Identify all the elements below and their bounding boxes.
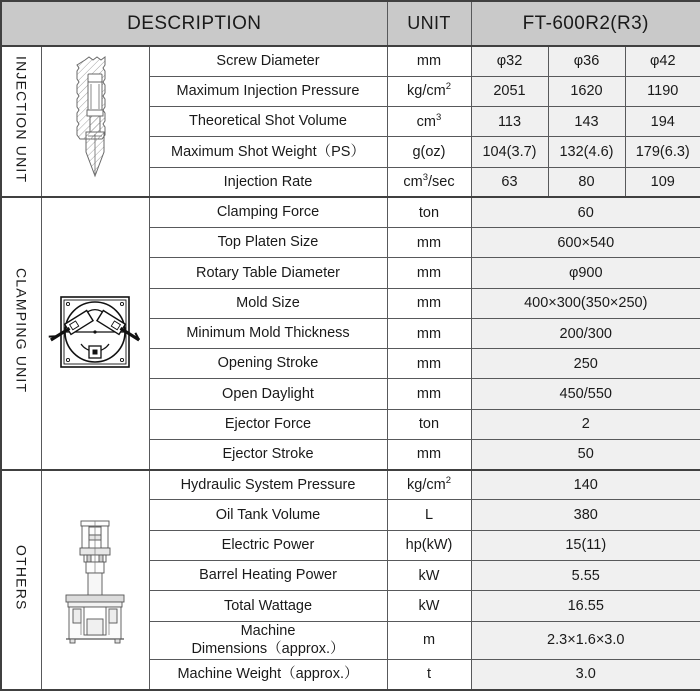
spec-unit	[387, 197, 471, 227]
spec-unit-text: mm	[416, 295, 442, 312]
spec-value: 600×540	[471, 228, 700, 258]
spec-description	[149, 530, 387, 560]
spec-unit	[387, 439, 471, 469]
table-row	[1, 197, 700, 227]
spec-unit-text: kg/cm	[407, 83, 446, 100]
section-label-others	[1, 470, 41, 690]
spec-description-text: Machine	[240, 622, 296, 639]
spec-unit	[387, 76, 471, 106]
spec-description	[149, 500, 387, 530]
rotary-table-clamp-diagram	[41, 197, 149, 469]
spec-unit	[387, 470, 471, 500]
spec-value: 3.0	[471, 659, 700, 690]
spec-description-text: Clamping Force	[216, 204, 320, 221]
table-row	[1, 470, 700, 500]
spec-value: 380	[471, 500, 700, 530]
spec-unit	[387, 288, 471, 318]
spec-description-text: Ejector Stroke	[222, 446, 314, 462]
spec-description-text: Rotary Table Diameter	[196, 264, 340, 281]
spec-description	[149, 288, 387, 318]
spec-unit-exponent: 2	[445, 475, 451, 487]
spec-description	[149, 318, 387, 348]
spec-value: 1190	[625, 76, 700, 106]
table-header	[1, 1, 700, 46]
spec-description-text: Theoretical Shot Volume	[189, 113, 347, 130]
spec-description	[149, 409, 387, 439]
spec-value: 113	[471, 107, 548, 137]
spec-value: 132(4.6)	[548, 137, 625, 167]
spec-unit-text: kg/cm	[407, 477, 446, 494]
spec-unit	[387, 409, 471, 439]
spec-description	[149, 470, 387, 500]
spec-unit	[387, 228, 471, 258]
spec-unit	[387, 379, 471, 409]
spec-description-text-line2: Dimensions（approx.）	[191, 641, 345, 658]
header-unit: UNIT	[387, 1, 471, 46]
spec-description	[149, 439, 387, 469]
spec-description-text: Top Platen Size	[217, 234, 319, 251]
spec-description-text: Oil Tank Volume	[215, 506, 321, 523]
spec-unit-text: mm	[416, 355, 442, 372]
spec-unit	[387, 107, 471, 137]
spec-value: φ42	[625, 46, 700, 76]
spec-unit-text: mm	[416, 446, 442, 463]
spec-description-text: Open Daylight	[222, 385, 314, 402]
spec-value: 2.3×1.6×3.0	[471, 621, 700, 659]
spec-unit	[387, 621, 471, 659]
spec-unit-text: ton	[418, 416, 440, 433]
spec-description	[149, 258, 387, 288]
spec-description-text: Barrel Heating Power	[199, 567, 337, 584]
spec-value: 80	[548, 167, 625, 197]
spec-value: 109	[625, 167, 700, 197]
spec-value: 250	[471, 349, 700, 379]
spec-description-text: Minimum Mold Thickness	[186, 325, 350, 342]
spec-unit-exponent: 3	[422, 172, 429, 184]
spec-value: φ900	[471, 258, 700, 288]
spec-unit-text: mm	[416, 53, 442, 70]
spec-description	[149, 46, 387, 76]
spec-unit	[387, 167, 471, 197]
spec-unit-text: cm	[403, 173, 423, 190]
spec-description-text: Ejector Force	[224, 415, 312, 432]
spec-unit	[387, 500, 471, 530]
spec-description	[149, 561, 387, 591]
spec-unit-text: ton	[418, 204, 440, 221]
spec-value: 400×300(350×250)	[471, 288, 700, 318]
spec-value: 450/550	[471, 379, 700, 409]
spec-unit-text: cm	[416, 113, 437, 130]
table-row	[1, 46, 700, 76]
spec-unit-text: mm	[416, 234, 442, 251]
spec-unit-exponent: 2	[445, 81, 451, 93]
spec-value: 15(11)	[471, 530, 700, 560]
spec-value: 194	[625, 107, 700, 137]
spec-unit	[387, 349, 471, 379]
section-label-injection-unit	[1, 46, 41, 197]
spec-value: 179(6.3)	[625, 137, 700, 167]
header-description: DESCRIPTION	[1, 1, 387, 46]
spec-description	[149, 591, 387, 621]
spec-description-text: Screw Diameter	[216, 53, 320, 70]
spec-description-text: Maximum Shot Weight（PS）	[171, 143, 365, 160]
spec-description-text: Machine Weight（approx.）	[177, 666, 359, 683]
table-body	[1, 46, 700, 690]
spec-description	[149, 107, 387, 137]
spec-description	[149, 349, 387, 379]
spec-description	[149, 659, 387, 690]
spec-unit-text: hp(kW)	[405, 537, 453, 554]
spec-description	[149, 197, 387, 227]
spec-unit	[387, 137, 471, 167]
spec-value: φ36	[548, 46, 625, 76]
spec-description-text: Electric Power	[221, 537, 315, 554]
spec-unit-text: mm	[416, 325, 442, 342]
spec-unit	[387, 591, 471, 621]
spec-unit-text: kW	[418, 567, 440, 584]
spec-value: 60	[471, 197, 700, 227]
spec-value: 16.55	[471, 591, 700, 621]
spec-value: 63	[471, 167, 548, 197]
spec-value: 200/300	[471, 318, 700, 348]
spec-description-text: Maximum Injection Pressure	[176, 83, 360, 100]
spec-unit-text: t	[426, 666, 432, 683]
spec-unit-text: mm	[416, 386, 442, 403]
spec-value: 5.55	[471, 561, 700, 591]
spec-unit	[387, 561, 471, 591]
spec-value: 2	[471, 409, 700, 439]
spec-unit	[387, 46, 471, 76]
spec-description	[149, 137, 387, 167]
spec-unit-text: m	[422, 632, 436, 649]
spec-description-text: Opening Stroke	[217, 355, 319, 372]
machine-front-view-diagram	[41, 470, 149, 690]
spec-value: 140	[471, 470, 700, 500]
spec-description-text: Hydraulic System Pressure	[180, 476, 356, 493]
spec-value: 104(3.7)	[471, 137, 548, 167]
spec-value: φ32	[471, 46, 548, 76]
spec-description-text: Total Wattage	[223, 597, 313, 614]
spec-unit	[387, 530, 471, 560]
spec-unit	[387, 258, 471, 288]
spec-description	[149, 76, 387, 106]
screw-barrel-diagram	[41, 46, 149, 197]
section-label-text: OTHERS	[13, 544, 30, 611]
section-label-text: INJECTION UNIT	[13, 55, 30, 183]
spec-value: 143	[548, 107, 625, 137]
spec-unit-exponent: 3	[436, 111, 442, 123]
section-label-clamping-unit	[1, 197, 41, 469]
spec-description-text: Mold Size	[236, 294, 300, 311]
spec-unit-text: L	[424, 507, 434, 524]
spec-unit-suffix: /sec	[428, 173, 455, 190]
spec-description	[149, 228, 387, 258]
header-model: FT-600R2(R3)	[471, 1, 700, 46]
spec-unit	[387, 659, 471, 690]
spec-value: 50	[471, 439, 700, 469]
spec-unit-text: mm	[416, 264, 442, 281]
section-label-text: CLAMPING UNIT	[13, 268, 30, 394]
spec-description	[149, 621, 387, 659]
spec-unit-text: g(oz)	[412, 143, 446, 160]
spec-description	[149, 167, 387, 197]
spec-value: 2051	[471, 76, 548, 106]
spec-unit	[387, 318, 471, 348]
spec-value: 1620	[548, 76, 625, 106]
spec-description-text: Injection Rate	[223, 173, 313, 190]
spec-unit-text: kW	[418, 597, 440, 614]
spec-description	[149, 379, 387, 409]
